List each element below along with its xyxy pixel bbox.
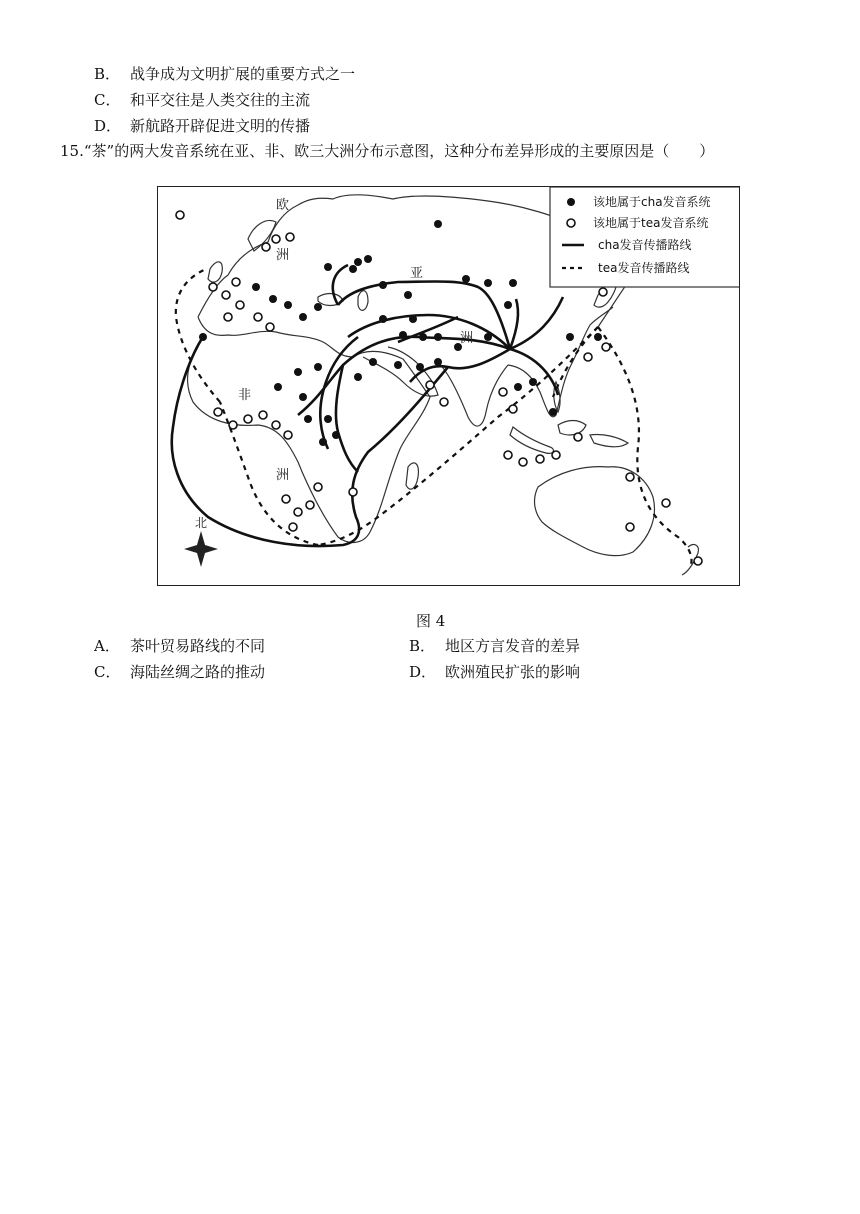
legend-cha-point-label: 该地属于cha发音系统 [593,195,711,209]
cha-point [514,383,522,391]
tea-point [626,523,634,531]
cha-point [349,265,357,273]
tea-point [266,323,274,331]
tea-point [294,508,302,516]
tea-point [306,501,314,509]
cha-point [409,315,417,323]
north-arrow [184,516,218,567]
prev-option-b: B． 战争成为文明扩展的重要方式之一 [94,65,356,83]
cha-point [199,333,207,341]
europe-label-2: 洲 [276,248,290,263]
tea-point [209,283,217,291]
cha-point [399,331,407,339]
cha-point [299,393,307,401]
option-d[interactable]: D． 欧洲殖民扩张的影响 [409,663,581,681]
cha-point [299,313,307,321]
cha-routes [172,265,563,546]
tea-point [662,499,670,507]
tea-point [272,421,280,429]
tea-point [314,483,322,491]
tea-pronunciation-map [157,186,740,586]
tea-point [224,313,232,321]
legend-tea-route-label: tea发音传播路线 [598,261,690,275]
tea-point [254,313,262,321]
tea-point [229,421,237,429]
cha-point [462,275,470,283]
asia-label-1: 亚 [410,266,424,281]
cha-point [379,315,387,323]
tea-point [626,473,634,481]
tea-point [244,415,252,423]
cha-point [304,415,312,423]
tea-point [286,233,294,241]
legend-cha-point-icon [567,198,575,206]
tea-point [284,431,292,439]
cha-point [379,281,387,289]
tea-point [176,211,184,219]
tea-point [289,523,297,531]
tea-point [536,455,544,463]
tea-point [282,495,290,503]
cha-point [294,368,302,376]
compass-star-icon [184,531,218,567]
cha-point [314,303,322,311]
tea-point [599,288,607,296]
cha-point [269,295,277,303]
europe-label-1: 欧 [276,198,290,213]
cha-point [354,258,362,266]
tea-point [426,381,434,389]
cha-point [284,301,292,309]
asia-label-2: 洲 [460,331,474,346]
cha-point [314,363,322,371]
cha-point [594,333,602,341]
option-c[interactable]: C． 海陆丝绸之路的推动 [94,663,266,681]
cha-point [434,358,442,366]
cha-point [509,279,517,287]
cha-point [504,301,512,309]
tea-point [602,343,610,351]
cha-point [566,333,574,341]
tea-point [440,398,448,406]
cha-point [529,378,537,386]
tea-point [552,451,560,459]
tea-routes [176,269,692,567]
tea-point [232,278,240,286]
cha-point [364,255,372,263]
cha-point [319,438,327,446]
tea-point [574,433,582,441]
tea-point [584,353,592,361]
tea-point [259,411,267,419]
tea-point [694,557,702,565]
tea-point [519,458,527,466]
cha-point [252,283,260,291]
cha-point [324,263,332,271]
cha-point [434,220,442,228]
tea-point [214,408,222,416]
prev-option-d: D． 新航路开辟促进文明的传播 [94,117,311,135]
cha-point [416,363,424,371]
tea-point [236,301,244,309]
cha-point [394,361,402,369]
tea-point [509,405,517,413]
option-a[interactable]: A． 茶叶贸易路线的不同 [94,637,266,655]
cha-point [354,373,362,381]
north-label: 北 [195,516,208,530]
cha-point [324,415,332,423]
africa-label-2: 洲 [276,468,290,483]
cha-point [419,333,427,341]
legend-tea-point-icon [567,219,575,227]
cha-point [404,291,412,299]
cha-point [274,383,282,391]
tea-point [272,235,280,243]
cha-point [332,431,340,439]
question-number: 15. [60,142,84,160]
cha-point [484,333,492,341]
question-text: “茶”的两大发音系统在亚、非、欧三大洲分布示意图，这种分布差异形成的主要原因是（ ） [83,142,715,160]
cha-point [484,279,492,287]
tea-point [222,291,230,299]
prev-option-c: C． 和平交往是人类交往的主流 [94,91,311,109]
map-svg [158,187,740,586]
tea-point [349,488,357,496]
tea-point [504,451,512,459]
cha-point [369,358,377,366]
option-b[interactable]: B． 地区方言发音的差异 [409,637,581,655]
figure-caption: 图 4 [416,612,446,630]
question-stem [60,141,714,161]
legend-cha-route-label: cha发音传播路线 [598,238,692,252]
legend-tea-point-label: 该地属于tea发音系统 [593,216,709,230]
map-legend [550,187,740,287]
africa-label-1: 非 [238,388,252,403]
tea-point [499,388,507,396]
cha-point [549,408,557,416]
tea-point [262,243,270,251]
cha-point [434,333,442,341]
